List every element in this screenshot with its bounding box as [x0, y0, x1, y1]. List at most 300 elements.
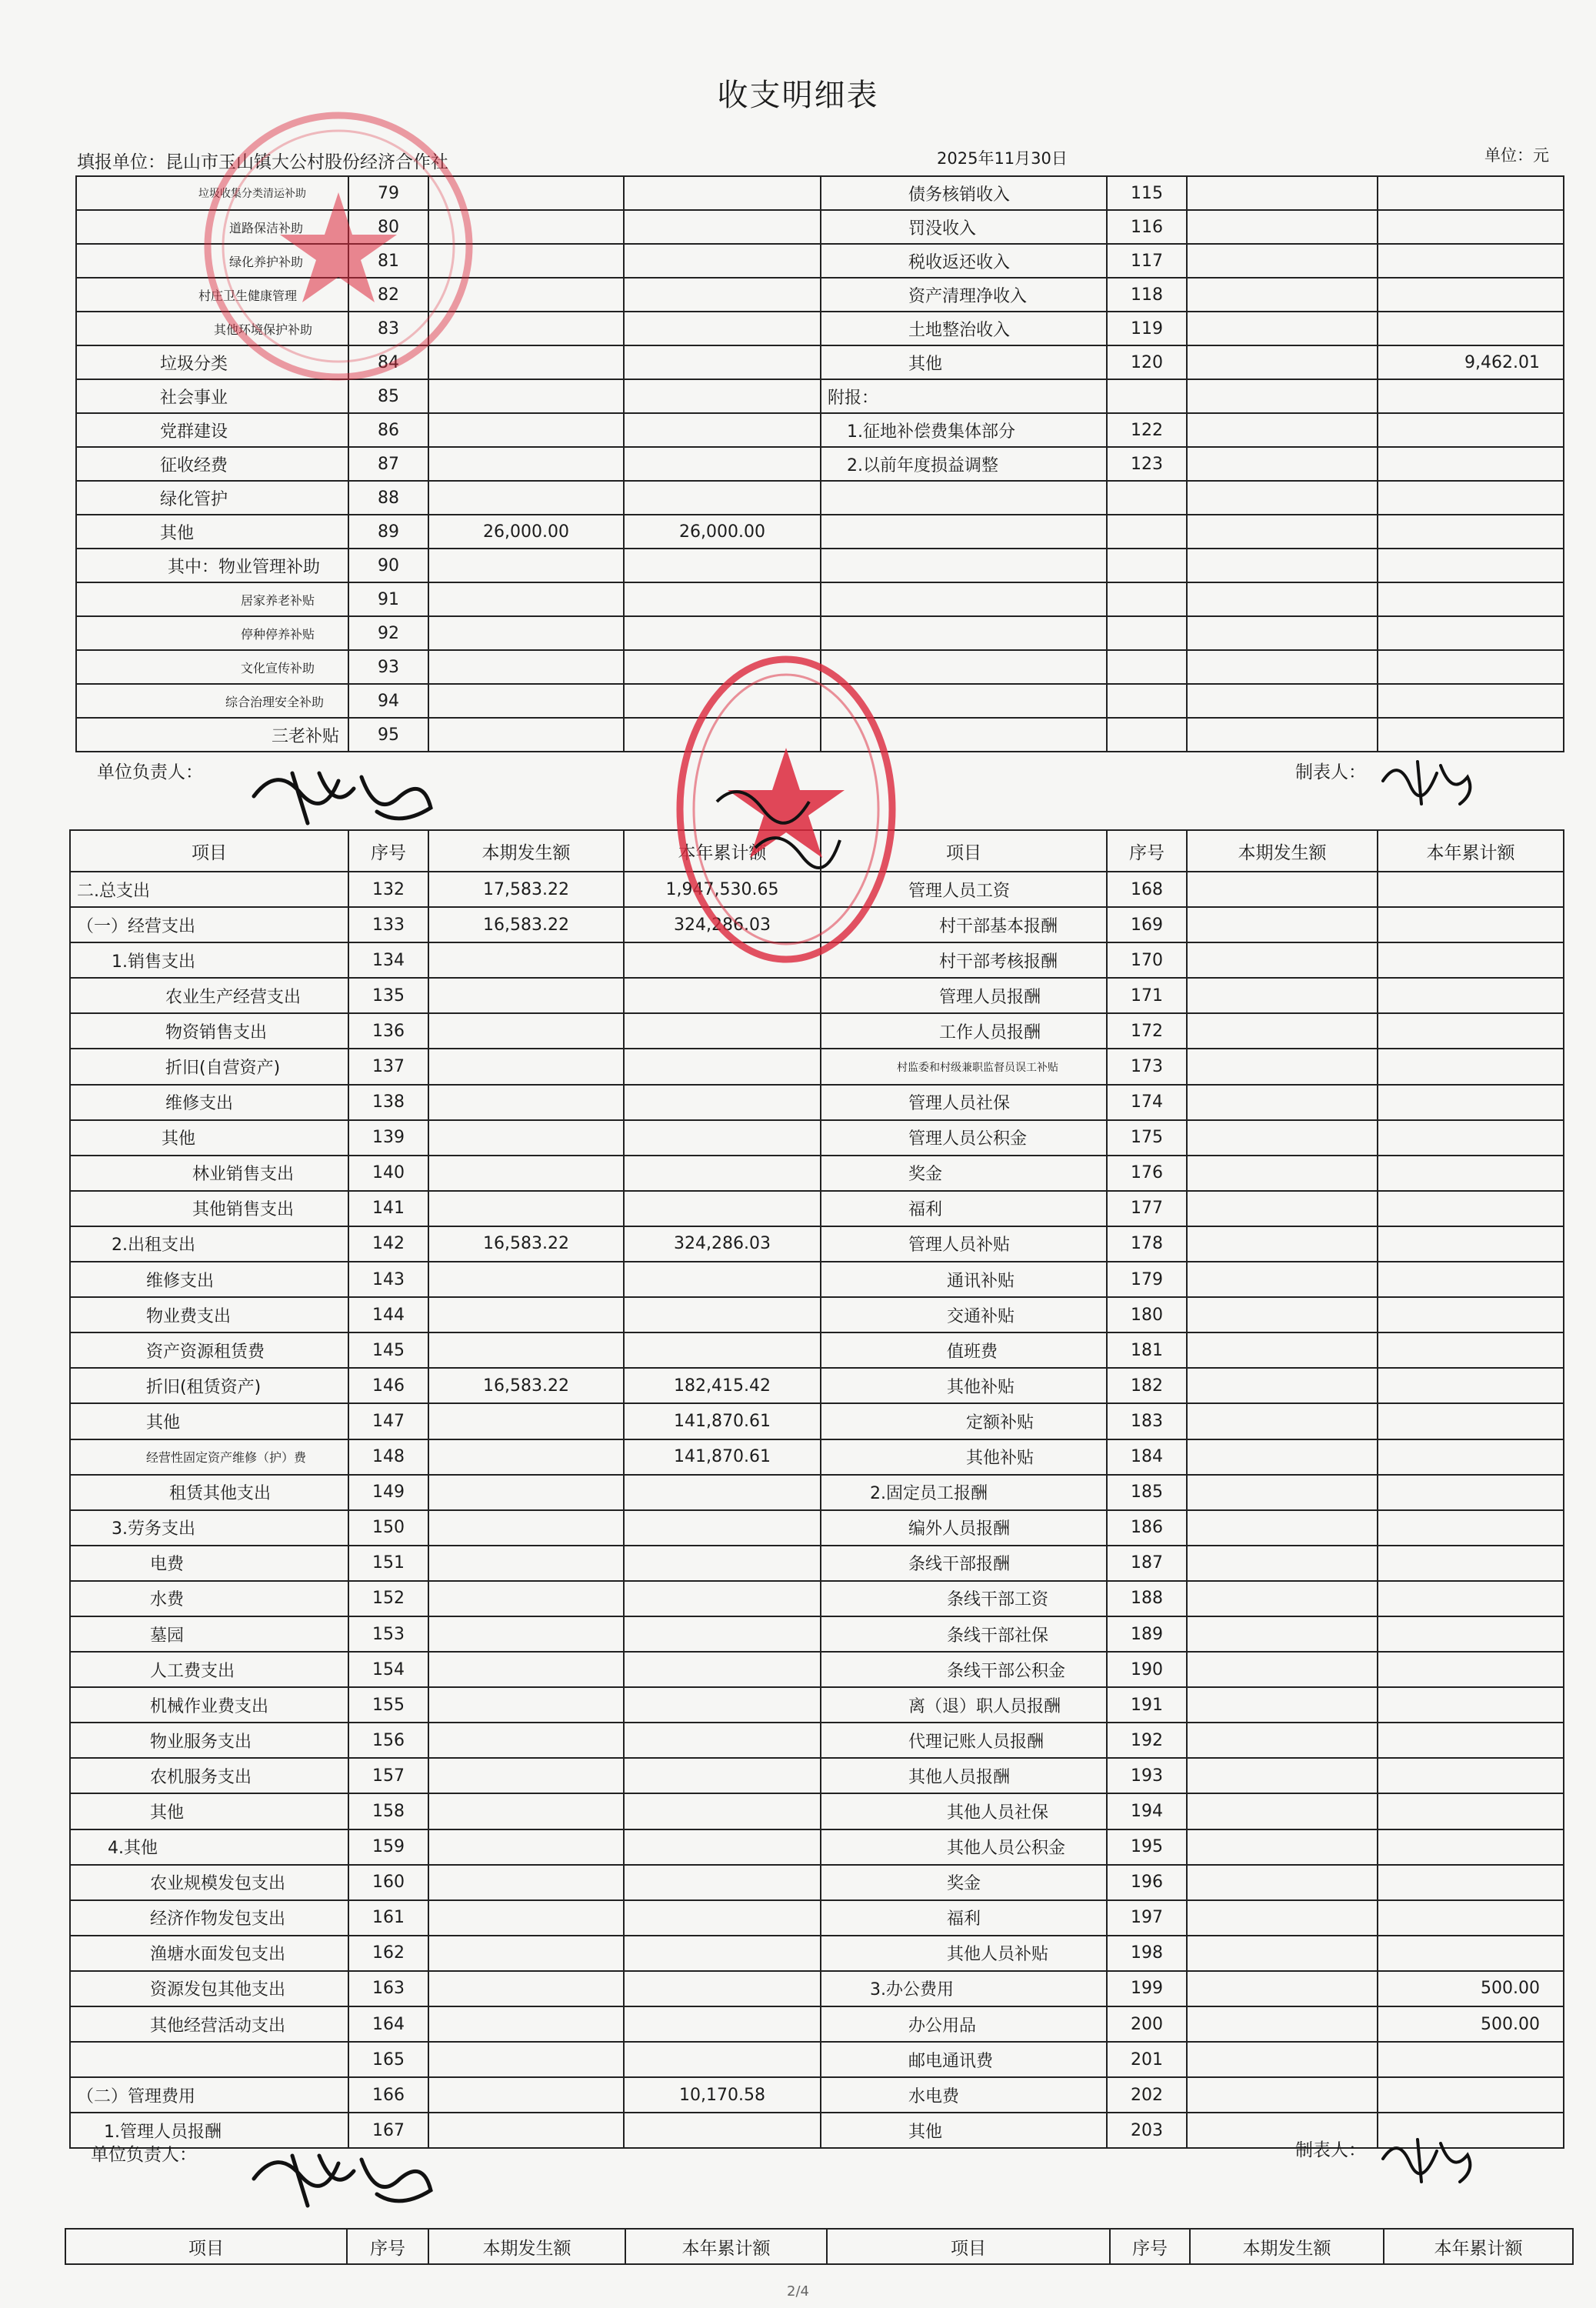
item-cell: 村庄卫生健康管理: [76, 278, 348, 312]
current-amount-cell: [428, 942, 624, 978]
item-cell: 村干部基本报酬: [821, 907, 1107, 942]
ytd-amount-cell: [624, 1191, 821, 1226]
preparer-label: 制表人：: [1295, 762, 1366, 782]
ytd-amount-cell: [1378, 1226, 1564, 1262]
ytd-amount-cell: [1378, 1049, 1564, 1084]
table-row: [70, 1226, 1564, 1262]
current-amount-cell: [1187, 1865, 1378, 1900]
item-cell: 福利: [821, 1900, 1107, 1936]
seq-no-cell: 148: [348, 1439, 428, 1475]
seq-no-cell: 162: [348, 1936, 428, 1971]
table-row: [70, 1191, 1564, 1226]
ytd-amount-cell: [1378, 1758, 1564, 1793]
seq-no-cell: 158: [348, 1793, 428, 1829]
table-row: [70, 1652, 1564, 1687]
seq-no-cell: [1107, 684, 1187, 718]
seq-no-cell: [1107, 718, 1187, 752]
current-amount-cell: [1187, 1829, 1378, 1865]
current-amount-cell: [428, 1156, 624, 1191]
col-header-no: 序号: [348, 830, 428, 872]
seq-no-cell: 203: [1107, 2113, 1187, 2148]
ytd-amount-cell: [1378, 1085, 1564, 1120]
seq-no-cell: 163: [348, 1971, 428, 2006]
ytd-amount-cell: [1378, 1652, 1564, 1687]
seq-no-cell: 181: [1107, 1332, 1187, 1368]
table-row: [70, 1865, 1564, 1900]
current-amount-cell: [1187, 1616, 1378, 1652]
current-amount-cell: [1187, 447, 1378, 481]
ytd-amount-cell: [624, 447, 821, 481]
seq-no-cell: 171: [1107, 978, 1187, 1013]
item-cell: 3.劳务支出: [70, 1510, 348, 1546]
item-cell: 其他销售支出: [70, 1191, 348, 1226]
col-header-no: 序号: [347, 2229, 428, 2264]
item-cell: 资源发包其他支出: [70, 1971, 348, 2006]
current-amount-cell: [1187, 1900, 1378, 1936]
item-cell: 维修支出: [70, 1085, 348, 1120]
current-amount-cell: [428, 650, 624, 684]
item-cell: 附报：: [821, 379, 1107, 413]
item-cell: 其他补贴: [821, 1439, 1107, 1475]
seq-no-cell: 186: [1107, 1510, 1187, 1546]
ytd-amount-cell: [1378, 978, 1564, 1013]
seq-no-cell: 122: [1107, 413, 1187, 447]
table-row: [70, 1332, 1564, 1368]
current-amount-cell: [428, 718, 624, 752]
table-row: [76, 515, 1564, 549]
seq-no-cell: 188: [1107, 1581, 1187, 1616]
current-amount-cell: [1187, 515, 1378, 549]
seq-no-cell: 155: [348, 1687, 428, 1723]
current-amount-cell: [1187, 1652, 1378, 1687]
seq-no-cell: 147: [348, 1403, 428, 1439]
item-cell: 奖金: [821, 1156, 1107, 1191]
item-cell: 其他经营活动支出: [70, 2006, 348, 2042]
current-amount-cell: [1187, 1723, 1378, 1758]
item-cell: 离（退）职人员报酬: [821, 1687, 1107, 1723]
leader-signature: [246, 750, 446, 835]
seq-no-cell: 157: [348, 1758, 428, 1793]
current-amount-cell: [1187, 244, 1378, 278]
current-amount-cell: [428, 1475, 624, 1510]
ytd-amount-cell: [1378, 278, 1564, 312]
current-amount-cell: [1187, 278, 1378, 312]
ytd-amount-cell: [1378, 2077, 1564, 2113]
item-cell: 其他环境保护补助: [76, 312, 348, 345]
current-amount-cell: [1187, 2077, 1378, 2113]
seq-no-cell: 196: [1107, 1865, 1187, 1900]
seq-no-cell: [1107, 582, 1187, 616]
ytd-amount-cell: [624, 345, 821, 379]
current-amount-cell: [428, 447, 624, 481]
seq-no-cell: 93: [348, 650, 428, 684]
current-amount-cell: [1187, 1156, 1378, 1191]
ytd-amount-cell: [1378, 1546, 1564, 1581]
item-cell: 其他: [821, 2113, 1107, 2148]
seq-no-cell: 159: [348, 1829, 428, 1865]
current-amount-cell: [1187, 582, 1378, 616]
ytd-amount-cell: [1378, 718, 1564, 752]
ytd-amount-cell: [1378, 1936, 1564, 1971]
seq-no-cell: 140: [348, 1156, 428, 1191]
ytd-amount-cell: [624, 1262, 821, 1297]
seq-no-cell: 90: [348, 549, 428, 582]
seq-no-cell: 150: [348, 1510, 428, 1546]
seq-no-cell: 151: [348, 1546, 428, 1581]
seq-no-cell: 165: [348, 2042, 428, 2077]
seq-no-cell: 179: [1107, 1262, 1187, 1297]
seq-no-cell: 201: [1107, 2042, 1187, 2077]
col-header-item: 项目: [821, 830, 1107, 872]
seq-no-cell: 137: [348, 1049, 428, 1084]
current-amount-cell: [1187, 1368, 1378, 1403]
supervision-committee-seal: [671, 648, 901, 971]
ytd-amount-cell: [624, 1475, 821, 1510]
table-row: [70, 2042, 1564, 2077]
item-cell: 物资销售支出: [70, 1013, 348, 1049]
seq-no-cell: 182: [1107, 1368, 1187, 1403]
item-cell: [70, 2042, 348, 2077]
seq-no-cell: 84: [348, 345, 428, 379]
unit-leader-label: 单位负责人：: [91, 2145, 197, 2165]
current-amount-cell: [1187, 684, 1378, 718]
col-header-current: 本期发生额: [428, 2229, 625, 2264]
seq-no-cell: 180: [1107, 1297, 1187, 1332]
current-amount-cell: [1187, 616, 1378, 650]
item-cell: 奖金: [821, 1865, 1107, 1900]
col-header-ytd: 本年累计额: [1378, 830, 1564, 872]
item-cell: 林业销售支出: [70, 1156, 348, 1191]
table-row: [70, 1403, 1564, 1439]
ytd-amount-cell: [624, 1049, 821, 1084]
table-row: [70, 1723, 1564, 1758]
seq-no-cell: 139: [348, 1120, 428, 1156]
ytd-amount-cell: [1378, 1332, 1564, 1368]
seq-no-cell: 161: [348, 1900, 428, 1936]
leader-signature: [246, 2133, 446, 2217]
ytd-amount-cell: [624, 1085, 821, 1120]
current-amount-cell: [1187, 718, 1378, 752]
seq-no-cell: [1107, 549, 1187, 582]
expenditure-detail-table: [69, 829, 1564, 2149]
current-amount-cell: [428, 1616, 624, 1652]
current-amount-cell: [1187, 1936, 1378, 1971]
ytd-amount-cell: [1378, 481, 1564, 515]
seq-no-cell: 152: [348, 1581, 428, 1616]
current-amount-cell: [1187, 1510, 1378, 1546]
col-header-current: 本期发生额: [1190, 2229, 1384, 2264]
unit-leader-label: 单位负责人：: [97, 762, 203, 782]
ytd-amount-cell: [624, 1581, 821, 1616]
item-cell: 垃圾分类: [76, 345, 348, 379]
seq-no-cell: 83: [348, 312, 428, 345]
current-amount-cell: [1187, 345, 1378, 379]
ytd-amount-cell: [624, 244, 821, 278]
seq-no-cell: 183: [1107, 1403, 1187, 1439]
seq-no-cell: 191: [1107, 1687, 1187, 1723]
current-amount-cell: [428, 2077, 624, 2113]
col-header-no: 序号: [1110, 2229, 1190, 2264]
item-cell: 2.以前年度损益调整: [821, 447, 1107, 481]
current-amount-cell: [1187, 1049, 1378, 1084]
item-cell: [821, 616, 1107, 650]
current-amount-cell: [428, 1758, 624, 1793]
col-header-current: 本期发生额: [428, 830, 624, 872]
ytd-amount-cell: 141,870.61: [624, 1439, 821, 1475]
item-cell: 管理人员补贴: [821, 1226, 1107, 1262]
ytd-amount-cell: [624, 379, 821, 413]
current-amount-cell: [428, 1297, 624, 1332]
ytd-amount-cell: [1378, 616, 1564, 650]
item-cell: 债务核销收入: [821, 176, 1107, 210]
current-amount-cell: 16,583.22: [428, 907, 624, 942]
item-cell: 三老补贴: [76, 718, 348, 752]
item-cell: （二）管理费用: [70, 2077, 348, 2113]
seq-no-cell: 172: [1107, 1013, 1187, 1049]
seq-no-cell: 146: [348, 1368, 428, 1403]
ytd-amount-cell: [1378, 1475, 1564, 1510]
page-title: 收支明细表: [717, 78, 879, 113]
item-cell: 管理人员公积金: [821, 1120, 1107, 1156]
seq-no-cell: 199: [1107, 1971, 1187, 2006]
current-amount-cell: [1187, 1687, 1378, 1723]
current-amount-cell: [1187, 1546, 1378, 1581]
item-cell: 其他补贴: [821, 1368, 1107, 1403]
seq-no-cell: 164: [348, 2006, 428, 2042]
preparer-signature: [1375, 2128, 1483, 2190]
current-amount-cell: [1187, 1475, 1378, 1510]
current-amount-cell: [1187, 1262, 1378, 1297]
ytd-amount-cell: [624, 1120, 821, 1156]
item-cell: 税收返还收入: [821, 244, 1107, 278]
current-amount-cell: [428, 1936, 624, 1971]
seq-no-cell: 184: [1107, 1439, 1187, 1475]
table-row: [70, 1546, 1564, 1581]
seq-no-cell: 167: [348, 2113, 428, 2148]
item-cell: 村干部考核报酬: [821, 942, 1107, 978]
item-cell: 村监委和村级兼职监督员误工补贴: [821, 1049, 1107, 1084]
preparer-signature: [1375, 750, 1483, 812]
item-cell: 物业服务支出: [70, 1723, 348, 1758]
seq-no-cell: 190: [1107, 1652, 1187, 1687]
item-cell: 停种停养补贴: [76, 616, 348, 650]
next-section-header: [65, 2228, 1574, 2265]
current-amount-cell: [428, 616, 624, 650]
item-cell: 其他: [821, 345, 1107, 379]
table-row: [76, 582, 1564, 616]
item-cell: 2.出租支出: [70, 1226, 348, 1262]
item-cell: [821, 549, 1107, 582]
current-amount-cell: [1187, 312, 1378, 345]
table-row: [70, 1262, 1564, 1297]
preparer-label: 制表人：: [1295, 2140, 1366, 2160]
ytd-amount-cell: [624, 413, 821, 447]
seq-no-cell: [1107, 481, 1187, 515]
current-amount-cell: [1187, 549, 1378, 582]
ytd-amount-cell: [1378, 1900, 1564, 1936]
seq-no-cell: 141: [348, 1191, 428, 1226]
ytd-amount-cell: [1378, 1439, 1564, 1475]
col-header-ytd: 本年累计额: [625, 2229, 827, 2264]
ytd-amount-cell: [1378, 650, 1564, 684]
ytd-amount-cell: [1378, 379, 1564, 413]
reporting-unit: 填报单位：昆山市玉山镇大公村股份经济合作社: [77, 152, 448, 172]
ytd-amount-cell: [624, 1013, 821, 1049]
ytd-amount-cell: [1378, 872, 1564, 907]
seq-no-cell: 81: [348, 244, 428, 278]
item-cell: 办公用品: [821, 2006, 1107, 2042]
seq-no-cell: 123: [1107, 447, 1187, 481]
item-cell: 二.总支出: [70, 872, 348, 907]
seq-no-cell: 173: [1107, 1049, 1187, 1084]
seq-no-cell: 85: [348, 379, 428, 413]
page-number: 2/4: [787, 2283, 809, 2300]
ytd-amount-cell: [624, 1297, 821, 1332]
current-amount-cell: [428, 2042, 624, 2077]
col-header-ytd: 本年累计额: [1384, 2229, 1573, 2264]
current-amount-cell: [1187, 413, 1378, 447]
ytd-amount-cell: 9,462.01: [1378, 345, 1564, 379]
seq-no-cell: 153: [348, 1616, 428, 1652]
ytd-amount-cell: [624, 616, 821, 650]
ytd-amount-cell: [1378, 1581, 1564, 1616]
seq-no-cell: 156: [348, 1723, 428, 1758]
ytd-amount-cell: [1378, 176, 1564, 210]
seq-no-cell: 120: [1107, 345, 1187, 379]
seq-no-cell: 198: [1107, 1936, 1187, 1971]
ytd-amount-cell: [1378, 907, 1564, 942]
item-cell: 墓园: [70, 1616, 348, 1652]
table-row: [70, 1475, 1564, 1510]
seq-no-cell: 160: [348, 1865, 428, 1900]
current-amount-cell: [1187, 1226, 1378, 1262]
seq-no-cell: 154: [348, 1652, 428, 1687]
table-row: [76, 481, 1564, 515]
table-row: [70, 1049, 1564, 1084]
seq-no-cell: 166: [348, 2077, 428, 2113]
ytd-amount-cell: [1378, 1297, 1564, 1332]
current-amount-cell: [1187, 379, 1378, 413]
current-amount-cell: [428, 1829, 624, 1865]
ytd-amount-cell: [1378, 1616, 1564, 1652]
item-cell: 党群建设: [76, 413, 348, 447]
table-row: [70, 1971, 1564, 2006]
ytd-amount-cell: [624, 1936, 821, 1971]
item-cell: 编外人员报酬: [821, 1510, 1107, 1546]
seq-no-cell: 82: [348, 278, 428, 312]
ytd-amount-cell: [1378, 2042, 1564, 2077]
col-header-ytd: 本年累计额: [624, 830, 821, 872]
seq-no-cell: 194: [1107, 1793, 1187, 1829]
current-amount-cell: [428, 1652, 624, 1687]
table-row: [70, 2077, 1564, 2113]
item-cell: 资产资源租赁费: [70, 1332, 348, 1368]
table-row: [70, 1900, 1564, 1936]
current-amount-cell: 16,583.22: [428, 1226, 624, 1262]
table-row: [70, 1936, 1564, 1971]
ytd-amount-cell: [1378, 1829, 1564, 1865]
item-cell: 定额补贴: [821, 1403, 1107, 1439]
ytd-amount-cell: [624, 1723, 821, 1758]
item-cell: 综合治理安全补助: [76, 684, 348, 718]
current-amount-cell: [1187, 210, 1378, 244]
current-amount-cell: [1187, 978, 1378, 1013]
seq-no-cell: 115: [1107, 176, 1187, 210]
seq-no-cell: [1107, 515, 1187, 549]
table-row: [76, 447, 1564, 481]
current-amount-cell: [428, 684, 624, 718]
current-amount-cell: [1187, 942, 1378, 978]
item-cell: 农机服务支出: [70, 1758, 348, 1793]
current-amount-cell: [1187, 650, 1378, 684]
current-amount-cell: [1187, 1439, 1378, 1475]
seq-no-cell: [1107, 379, 1187, 413]
item-cell: 垃圾收集分类清运补助: [76, 176, 348, 210]
table-row: [70, 2006, 1564, 2042]
table-row: [76, 413, 1564, 447]
seq-no-cell: [1107, 650, 1187, 684]
table-row: [70, 1439, 1564, 1475]
seq-no-cell: 202: [1107, 2077, 1187, 2113]
item-cell: 交通补贴: [821, 1297, 1107, 1332]
seq-no-cell: 89: [348, 515, 428, 549]
current-amount-cell: [1187, 2042, 1378, 2077]
seq-no-cell: [1107, 616, 1187, 650]
table-row: [76, 549, 1564, 582]
ytd-amount-cell: 500.00: [1378, 2006, 1564, 2042]
ytd-amount-cell: [1378, 1687, 1564, 1723]
table-row: [70, 1829, 1564, 1865]
current-amount-cell: [428, 2113, 624, 2148]
current-amount-cell: [1187, 907, 1378, 942]
current-amount-cell: [428, 1439, 624, 1475]
table-row: [70, 1013, 1564, 1049]
item-cell: 管理人员工资: [821, 872, 1107, 907]
item-cell: 条线干部公积金: [821, 1652, 1107, 1687]
item-cell: 条线干部工资: [821, 1581, 1107, 1616]
current-amount-cell: [428, 1546, 624, 1581]
table-row: [70, 1156, 1564, 1191]
ytd-amount-cell: [1378, 1793, 1564, 1829]
seq-no-cell: 136: [348, 1013, 428, 1049]
ytd-amount-cell: [624, 481, 821, 515]
current-amount-cell: [428, 1971, 624, 2006]
ytd-amount-cell: [624, 210, 821, 244]
current-amount-cell: [428, 582, 624, 616]
item-cell: 其他人员公积金: [821, 1829, 1107, 1865]
item-cell: 工作人员报酬: [821, 1013, 1107, 1049]
current-amount-cell: [428, 481, 624, 515]
current-amount-cell: [1187, 1793, 1378, 1829]
seq-no-cell: 189: [1107, 1616, 1187, 1652]
item-cell: 其中：物业管理补助: [76, 549, 348, 582]
current-amount-cell: [428, 1085, 624, 1120]
item-cell: 其他人员补贴: [821, 1936, 1107, 1971]
ytd-amount-cell: [1378, 1120, 1564, 1156]
current-amount-cell: [428, 1262, 624, 1297]
col-header-no: 序号: [1107, 830, 1187, 872]
item-cell: 其他人员报酬: [821, 1758, 1107, 1793]
current-amount-cell: [428, 549, 624, 582]
item-cell: 1.管理人员报酬: [70, 2113, 348, 2148]
ytd-amount-cell: 1,947,530.65: [624, 872, 821, 907]
item-cell: 管理人员社保: [821, 1085, 1107, 1120]
col-header-current: 本期发生额: [1187, 830, 1378, 872]
seq-no-cell: 138: [348, 1085, 428, 1120]
report-date: 2025年11月30日: [937, 149, 1068, 168]
ytd-amount-cell: [1378, 942, 1564, 978]
seq-no-cell: 119: [1107, 312, 1187, 345]
